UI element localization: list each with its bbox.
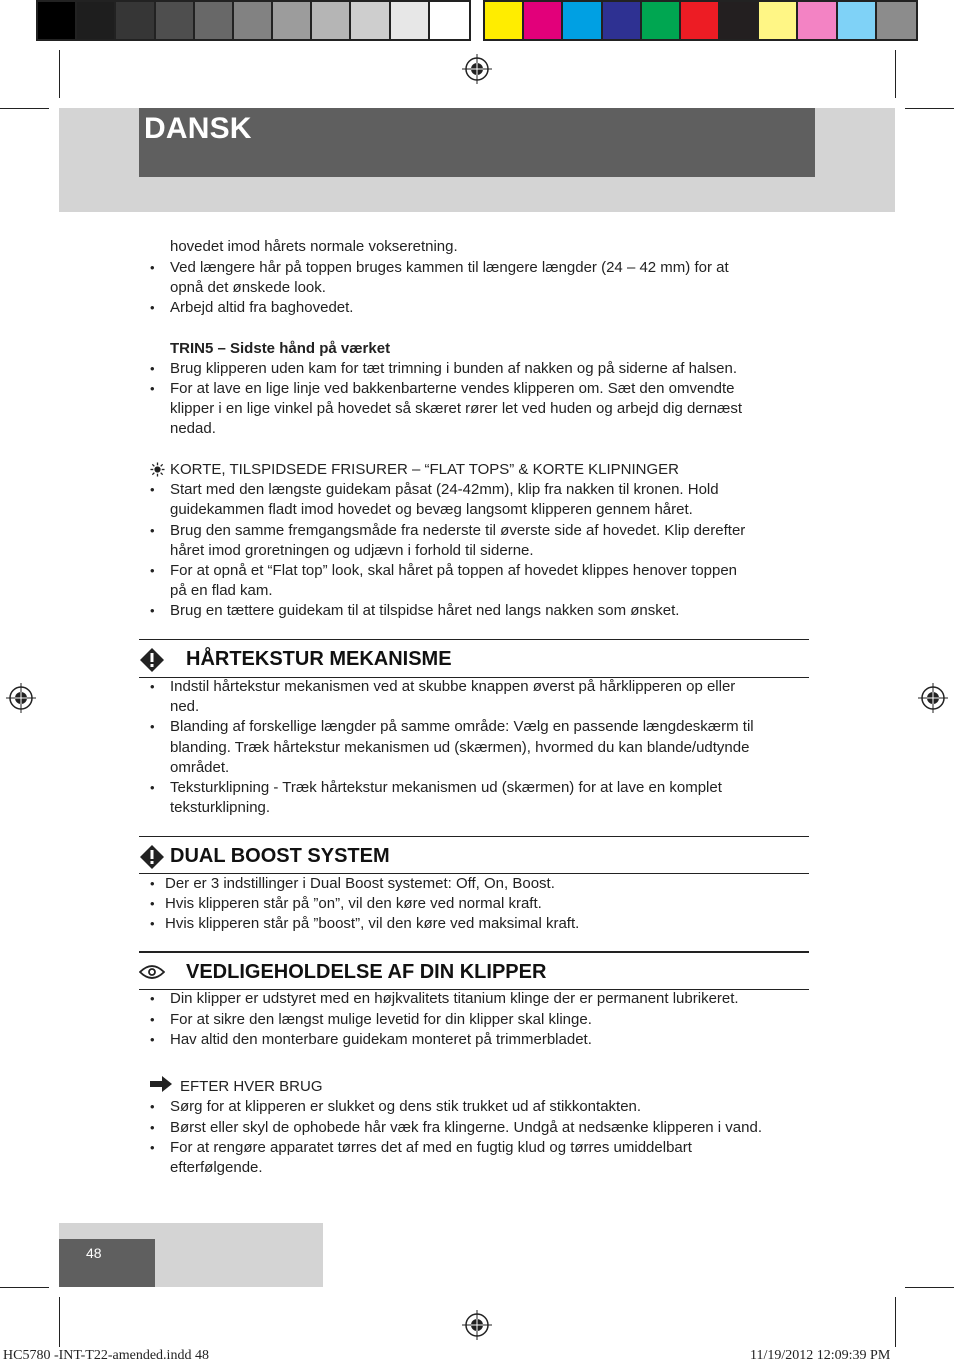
color-swatch <box>195 2 234 39</box>
list-item: Hvis klipperen står på ”boost”, vil den køre ved maksimal kraft. <box>165 915 580 932</box>
color-swatch <box>720 2 759 39</box>
list-item: For at lave en lige linje ved bakkenbarterne vendes klipperen om. Sæt den omvendte <box>170 380 735 397</box>
paragraph-line: hovedet imod hårets normale vokseretning. <box>170 238 458 255</box>
list-item: blanding. Træk hårtekstur mekanismen ud (skærmen), hvormed du kan blande/udtynde <box>170 739 750 756</box>
color-swatch <box>485 2 524 39</box>
registration-mark-icon <box>918 683 948 713</box>
grayscale-color-bar <box>36 0 471 41</box>
crop-mark <box>895 1297 896 1347</box>
color-swatch <box>273 2 312 39</box>
color-swatch <box>603 2 642 39</box>
list-item: Der er 3 indstillinger i Dual Boost systemet: Off, On, Boost. <box>165 875 555 892</box>
color-swatch <box>563 2 602 39</box>
color-swatch <box>681 2 720 39</box>
bullet: • <box>150 1140 155 1155</box>
list-item: Brug klipperen uden kam for tæt trimning i bunden af nakken og på siderne af halsen. <box>170 360 738 377</box>
color-swatch <box>312 2 351 39</box>
color-swatch <box>877 2 916 39</box>
page-title: DANSK <box>144 112 252 145</box>
bullet: • <box>150 991 155 1006</box>
list-item: Brug en tættere guidekam til at tilspidse håret ned langs nakken som ønsket. <box>170 602 680 619</box>
bullet: • <box>150 719 155 734</box>
crop-mark <box>895 50 896 98</box>
warning-icon <box>139 844 165 870</box>
crop-mark <box>0 108 49 109</box>
list-item: efterfølgende. <box>170 1159 263 1176</box>
registration-mark-icon <box>462 1310 492 1340</box>
list-item: For at sikre den længst mulige levetid for din klipper skal klinge. <box>170 1011 592 1028</box>
bullet: • <box>150 1012 155 1027</box>
step-heading: TRIN5 – Sidste hånd på værket <box>170 340 391 357</box>
color-swatch <box>642 2 681 39</box>
list-item: Start med den længste guidekam påsat (24-42mm), klip fra nakken til kronen. Hold <box>170 481 719 498</box>
section-title: HÅRTEKSTUR MEKANISME <box>186 648 452 670</box>
bullet: • <box>150 780 155 795</box>
list-item: Hvis klipperen står på ”on”, vil den køre ved normal kraft. <box>165 895 542 912</box>
bullet: • <box>150 523 155 538</box>
color-swatch <box>391 2 430 39</box>
bullet: • <box>150 1032 155 1047</box>
bullet: • <box>150 603 155 618</box>
color-swatch <box>351 2 390 39</box>
color-swatch <box>116 2 155 39</box>
list-item: Teksturklipning - Træk hårtekstur mekanismen ud (skærmen) for at lave en komplet <box>170 779 722 796</box>
registration-mark-icon <box>462 54 492 84</box>
list-item: opnå det ønskede look. <box>170 279 326 296</box>
eye-icon <box>139 963 165 981</box>
bullet: • <box>150 1120 155 1135</box>
list-item: på en flad kam. <box>170 582 273 599</box>
crop-mark <box>905 1287 954 1288</box>
page-number-tab <box>59 1239 155 1287</box>
list-item: Sørg for at klipperen er slukket og dens stik trukket ud af stikkontakten. <box>170 1098 642 1115</box>
color-swatch <box>234 2 273 39</box>
list-item: klipper i en lige vinkel på hovedet så skæret rører let ved huden og arbejd dig dernæst <box>170 400 742 417</box>
color-swatch <box>156 2 195 39</box>
color-swatch <box>524 2 563 39</box>
list-item: nedad. <box>170 420 216 437</box>
bullet: • <box>150 916 155 931</box>
bullet: • <box>150 679 155 694</box>
bullet: • <box>150 896 155 911</box>
list-item: Din klipper er udstyret med en højkvalitets titanium klinge der er permanent lubrikeret. <box>170 990 739 1007</box>
bullet: • <box>150 381 155 396</box>
color-swatch <box>838 2 877 39</box>
list-item: guidekammen fladt imod hovedet og bevæg langsomt klipperen gennem håret. <box>170 501 693 518</box>
color-swatch <box>38 2 77 39</box>
list-item: Blanding af forskellige længder på samme område: Vælg en passende længdeskærm til <box>170 718 754 735</box>
color-swatch <box>430 2 469 39</box>
section-rule <box>139 639 809 640</box>
crop-mark <box>59 50 60 98</box>
subsection-heading: KORTE, TILSPIDSEDE FRISURER – “FLAT TOPS” & KORTE KLIPNINGER <box>170 461 680 478</box>
bullet: • <box>150 260 155 275</box>
list-item: håret imod groretningen og udjævn i forhold til siderne. <box>170 542 534 559</box>
list-item: Børst eller skyl de ophobede hår væk fra klingerne. Undgå at nedsænke klipperen i vand. <box>170 1119 762 1136</box>
section-title: VEDLIGEHOLDELSE AF DIN KLIPPER <box>186 961 547 983</box>
list-item: ned. <box>170 698 200 715</box>
arrow-right-icon <box>150 1076 172 1092</box>
crop-mark <box>905 108 954 109</box>
bullet: • <box>150 482 155 497</box>
file-slug: HC5780 -INT-T22-amended.indd 48 <box>3 1348 209 1363</box>
bullet: • <box>150 876 155 891</box>
color-swatch <box>77 2 116 39</box>
registration-mark-icon <box>6 683 36 713</box>
list-item: For at opnå et “Flat top” look, skal håret på toppen af hovedet klippes henover toppen <box>170 562 738 579</box>
list-item: Arbejd altid fra baghovedet. <box>170 299 354 316</box>
list-item: Brug den samme fremgangsmåde fra nederste til øverste side af hovedet. Klip derefter <box>170 522 746 539</box>
list-item: Hav altid den monterbare guidekam monteret på trimmerbladet. <box>170 1031 592 1048</box>
section-title: DUAL BOOST SYSTEM <box>170 845 390 867</box>
color-swatch <box>759 2 798 39</box>
list-item: Ved længere hår på toppen bruges kammen til længere længder (24 – 42 mm) for at <box>170 259 729 276</box>
subsection-heading: EFTER HVER BRUG <box>180 1078 323 1095</box>
section-rule <box>139 836 809 837</box>
process-color-bar <box>483 0 918 41</box>
list-item: området. <box>170 759 230 776</box>
warning-icon <box>139 647 165 673</box>
date-slug: 11/19/2012 12:09:39 PM <box>750 1348 891 1363</box>
section-rule <box>139 951 809 953</box>
list-item: For at rengøre apparatet tørres det af med en fugtig klud og tørres umiddelbart <box>170 1139 692 1156</box>
list-item: teksturklipning. <box>170 799 271 816</box>
crop-mark <box>59 1297 60 1347</box>
bullet: • <box>150 563 155 578</box>
page-number: 48 <box>86 1245 102 1261</box>
bullet: • <box>150 1099 155 1114</box>
bullet: • <box>150 300 155 315</box>
bullet: • <box>150 361 155 376</box>
sun-icon <box>150 462 165 477</box>
crop-mark <box>0 1287 49 1288</box>
list-item: Indstil hårtekstur mekanismen ved at skubbe knappen øverst på hårklipperen op eller <box>170 678 736 695</box>
color-swatch <box>798 2 837 39</box>
